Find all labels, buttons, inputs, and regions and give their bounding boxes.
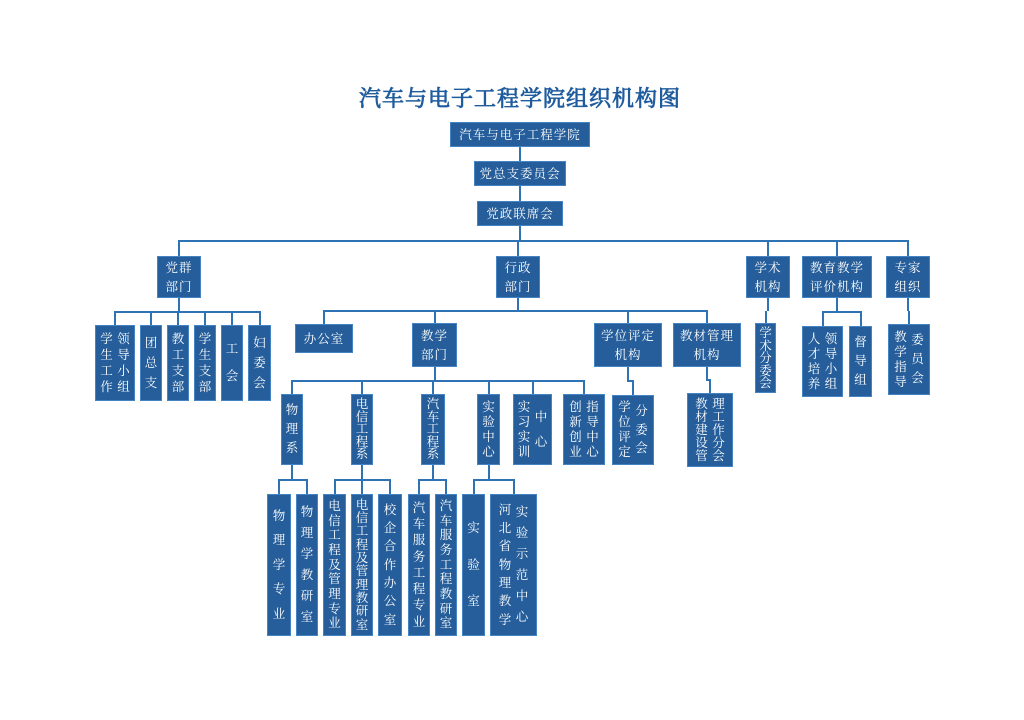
vertical-text: 汽 车 服 务 工 程 教 研 室 bbox=[439, 498, 453, 631]
connector-line bbox=[519, 226, 521, 241]
connector-line bbox=[361, 381, 363, 394]
vertical-text: 物 理 学 教 研 室 bbox=[300, 504, 314, 625]
org-node-student-work-group bbox=[95, 325, 135, 401]
connector-line bbox=[291, 465, 293, 480]
connector-line bbox=[767, 241, 769, 256]
connector-line bbox=[334, 480, 336, 494]
connector-line bbox=[765, 311, 767, 323]
org-node-edu-eval-org bbox=[802, 256, 872, 298]
vertical-text: 实 验 室 bbox=[467, 520, 480, 609]
org-node-office bbox=[295, 324, 353, 353]
vertical-text: 学 术 分 委 会 bbox=[759, 325, 772, 390]
org-node-physics-office bbox=[296, 494, 318, 636]
connector-line bbox=[709, 380, 711, 393]
connector-line bbox=[519, 147, 521, 154]
connector-line bbox=[583, 381, 585, 394]
connector-line bbox=[632, 381, 634, 395]
org-node-labor-union bbox=[221, 325, 243, 401]
connector-line bbox=[519, 154, 521, 161]
connector-line bbox=[907, 298, 909, 311]
connector-line bbox=[323, 310, 708, 312]
org-node-women-committee bbox=[248, 325, 271, 401]
org-node-auto-dept bbox=[421, 394, 445, 465]
org-node-party-mass-dept bbox=[157, 256, 201, 298]
connector-line bbox=[822, 312, 824, 326]
org-node-supervision-group bbox=[849, 326, 872, 397]
connector-line bbox=[767, 298, 769, 311]
connector-line bbox=[432, 381, 434, 394]
vertical-text: 实 验 中 心 bbox=[482, 398, 495, 459]
connector-line bbox=[860, 312, 862, 326]
vertical-text: 物 理 学 专 业 bbox=[272, 507, 286, 621]
connector-line bbox=[418, 480, 420, 494]
org-node-joint-meeting bbox=[477, 201, 563, 226]
connector-line bbox=[473, 480, 475, 494]
page-title: 汽车与电子工程学院组织机构图 bbox=[358, 87, 681, 112]
connector-line bbox=[706, 311, 708, 323]
org-node-school-enterprise-office bbox=[378, 494, 402, 636]
connector-line bbox=[178, 298, 180, 312]
vertical-text: 团 总 支 bbox=[144, 334, 158, 390]
connector-line bbox=[532, 381, 534, 394]
connector-line bbox=[907, 241, 909, 256]
org-node-telecom-office bbox=[351, 494, 373, 636]
node-label: 评价机构 bbox=[809, 279, 864, 294]
org-node-auto-service-office bbox=[435, 494, 457, 636]
org-node-youth-league bbox=[140, 325, 162, 401]
connector-line bbox=[278, 480, 280, 494]
connector-line bbox=[204, 312, 206, 325]
node-label: 机构 bbox=[754, 279, 782, 294]
connector-line bbox=[488, 381, 490, 394]
connector-line bbox=[389, 480, 391, 494]
org-node-practice-center bbox=[513, 394, 552, 465]
connector-line bbox=[291, 380, 585, 382]
connector-line bbox=[445, 480, 447, 494]
vertical-text: 学 生 支 部 bbox=[198, 330, 212, 394]
vertical-text: 电 信 工 程 及 管 理 专 业 bbox=[328, 498, 341, 631]
vertical-text: 教 材 建 设 管 理 工 作 分 会 bbox=[695, 395, 725, 463]
org-node-party-committee bbox=[474, 161, 566, 186]
vertical-text: 校 企 合 作 办 公 室 bbox=[383, 501, 397, 627]
org-node-expert-org bbox=[886, 256, 930, 298]
vertical-text: 学 位 评 定 分 委 会 bbox=[618, 399, 648, 460]
org-node-academic-subcommittee bbox=[755, 323, 776, 393]
node-label: 学位评定 bbox=[600, 328, 655, 343]
node-label: 专家 bbox=[894, 260, 922, 275]
node-label: 部门 bbox=[165, 279, 193, 294]
org-node-teaching-guidance-committee bbox=[888, 324, 930, 395]
org-node-staff-branch bbox=[167, 325, 189, 401]
connector-line bbox=[434, 367, 436, 381]
vertical-text: 物 理 系 bbox=[285, 402, 299, 456]
connector-line bbox=[836, 241, 838, 256]
org-node-degree-eval-org bbox=[594, 323, 662, 367]
vertical-text: 妇 委 会 bbox=[253, 334, 266, 390]
org-node-physics-major bbox=[267, 494, 291, 636]
vertical-text: 创 新 创 业 指 导 中 心 bbox=[569, 398, 599, 459]
vertical-text: 电 信 工 程 及 管 理 教 研 室 bbox=[355, 496, 369, 632]
node-label: 部门 bbox=[420, 347, 448, 362]
connector-line bbox=[418, 479, 447, 481]
connector-line bbox=[291, 381, 293, 394]
org-node-talent-group bbox=[802, 326, 843, 397]
connector-line bbox=[177, 312, 179, 325]
connector-line bbox=[231, 312, 233, 325]
node-label: 部门 bbox=[504, 279, 532, 294]
connector-line bbox=[114, 312, 116, 325]
connector-line bbox=[627, 367, 629, 381]
vertical-text: 督 导 组 bbox=[854, 334, 867, 388]
connector-line bbox=[519, 186, 521, 194]
org-node-admin-dept bbox=[496, 256, 540, 298]
connector-line bbox=[361, 480, 363, 494]
org-node-textbook-branch bbox=[687, 393, 733, 467]
org-node-telecom-major bbox=[323, 494, 346, 636]
connector-line bbox=[513, 480, 515, 494]
org-node-degree-subcommittee bbox=[612, 395, 654, 465]
connector-line bbox=[908, 311, 910, 324]
vertical-text: 人 才 培 养 领 导 小 组 bbox=[807, 330, 838, 391]
connector-line bbox=[306, 480, 308, 494]
vertical-text: 工 会 bbox=[225, 341, 239, 384]
connector-line bbox=[150, 312, 152, 325]
org-node-academic-org bbox=[746, 256, 790, 298]
org-node-teaching-dept bbox=[412, 323, 457, 367]
node-label: 党政联席会 bbox=[486, 206, 554, 221]
node-label: 汽车与电子工程学院 bbox=[459, 127, 581, 142]
connector-line bbox=[627, 311, 629, 323]
connector-line bbox=[836, 298, 838, 312]
vertical-text: 电 信 工 程 系 bbox=[355, 396, 369, 462]
connector-line bbox=[434, 311, 436, 323]
org-node-experiment-center bbox=[477, 394, 500, 465]
connector-line bbox=[278, 479, 308, 481]
connector-line bbox=[473, 479, 515, 481]
connector-line bbox=[178, 240, 909, 242]
connector-line bbox=[517, 241, 519, 256]
connector-line bbox=[822, 311, 862, 313]
node-label: 教材管理 bbox=[679, 328, 734, 343]
node-label: 机构 bbox=[693, 347, 721, 362]
org-node-student-branch bbox=[194, 325, 216, 401]
org-node-hebei-demo-center bbox=[490, 494, 537, 636]
org-node-telecom-dept bbox=[351, 394, 373, 465]
vertical-text: 实 习 实 训 中 心 bbox=[517, 398, 548, 459]
node-label: 行政 bbox=[504, 260, 532, 275]
node-label: 教育教学 bbox=[809, 260, 864, 275]
connector-line bbox=[259, 312, 261, 325]
connector-line bbox=[519, 194, 521, 201]
connector-line bbox=[178, 241, 180, 256]
vertical-text: 汽 车 工 程 系 bbox=[426, 396, 440, 462]
vertical-text: 河 北 省 物 理 教 学 实 验 示 范 中 心 bbox=[498, 501, 529, 627]
node-label: 党群 bbox=[165, 260, 193, 275]
org-node-laboratory bbox=[462, 494, 485, 636]
vertical-text: 汽 车 服 务 工 程 专 业 bbox=[412, 499, 426, 629]
vertical-text: 学 生 工 作 领 导 小 组 bbox=[100, 330, 130, 394]
connector-line bbox=[323, 311, 325, 324]
connector-line bbox=[361, 465, 363, 480]
node-label: 党总支委员会 bbox=[479, 166, 561, 181]
org-node-innovation-center bbox=[563, 394, 605, 465]
connector-line bbox=[114, 311, 261, 313]
connector-line bbox=[432, 465, 434, 480]
org-node-physics-dept bbox=[281, 394, 303, 465]
vertical-text: 教 学 指 导 委 员 会 bbox=[894, 328, 924, 389]
org-node-textbook-mgmt-org bbox=[673, 323, 741, 367]
node-label: 办公室 bbox=[303, 331, 345, 346]
node-label: 组织 bbox=[894, 279, 922, 294]
connector-line bbox=[488, 465, 490, 480]
vertical-text: 教 工 支 部 bbox=[171, 330, 185, 394]
org-node-root bbox=[450, 122, 590, 147]
node-label: 学术 bbox=[754, 260, 782, 275]
org-node-auto-service-major bbox=[408, 494, 430, 636]
node-label: 机构 bbox=[614, 347, 642, 362]
node-label: 教学 bbox=[420, 328, 448, 343]
